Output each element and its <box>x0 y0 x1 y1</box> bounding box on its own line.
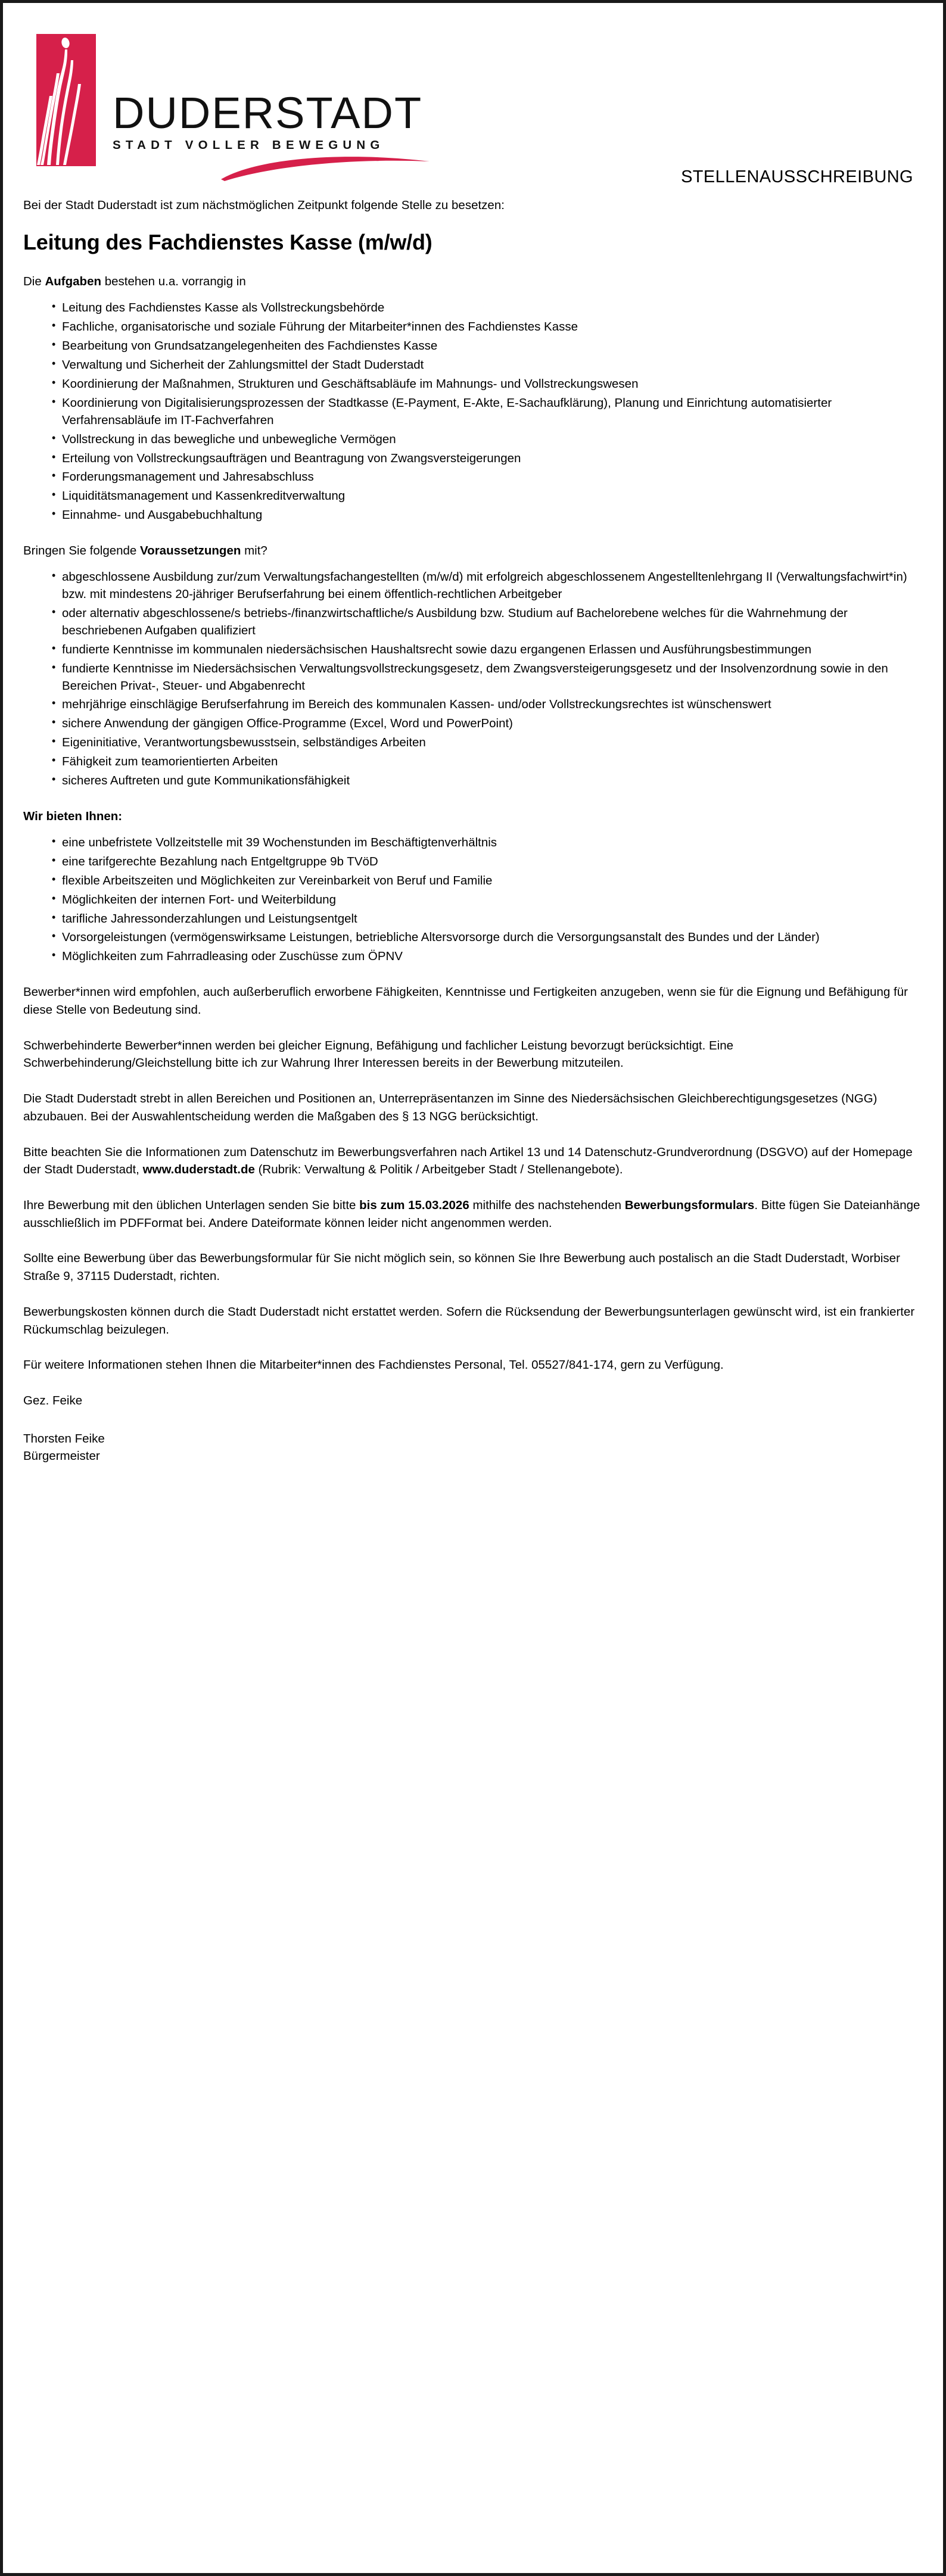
list-item: • sichere Anwendung der gängigen Office-Programme (Excel, Word und PowerPoint) <box>52 715 923 733</box>
requirements-intro-pre: Bringen Sie folgende <box>23 544 141 558</box>
list-item: • fundierte Kenntnisse im kommunalen niedersächsischen Haushaltsrecht sowie dazu ergangenen Erlassen und Ausführungsbestimmungen <box>52 641 923 659</box>
list-item: • Forderungsmanagement und Jahresabschluss <box>52 469 923 486</box>
tasks-intro-pre: Die <box>23 275 45 289</box>
offer-list <box>23 834 923 965</box>
list-item: • Liquiditätsmanagement und Kassenkreditverwaltung <box>52 488 923 505</box>
requirements-intro-keyword: Voraussetzungen <box>140 544 241 558</box>
list-item: • abgeschlossene Ausbildung zur/zum Verwaltungsfachangestellten (m/w/d) mit erfolgreich abgeschlossenem Angestelltenlehrgang II (Verwaltungsfachwirt*in) bzw. mit mindestens 20-jähriger Berufserfahrung bei einem öffentlich-rechtlichen Arbeitgeber <box>52 569 923 603</box>
list-item: • Koordinierung von Digitalisierungsprozessen der Stadtkasse (E-Payment, E-Akte, E-Sachaufklärung), Planung und Einrichtung automatisierter Verfahrensabläufe im IT-Fachverfahren <box>52 395 923 429</box>
page-title: Leitung des Fachdienstes Kasse (m/w/d) <box>23 230 432 255</box>
signature-name: Thorsten Feike <box>23 1431 105 1446</box>
requirements-intro-post: mit? <box>241 544 267 558</box>
list-item: • fundierte Kenntnisse im Niedersächsischen Verwaltungsvollstreckungsgesetz, dem Zwangsversteigerungsgesetz und der Insolvenzordnung sowie in den Bereichen Privat-, Steuer- und Abgabenrecht <box>52 661 923 695</box>
list-item: • Bearbeitung von Grundsatzangelegenheiten des Fachdienstes Kasse <box>52 338 923 355</box>
list-item: • eine tarifgerechte Bezahlung nach Entgeltgruppe 9b TVöD <box>52 854 923 871</box>
list-item: • Vollstreckung in das bewegliche und unbewegliche Vermögen <box>52 431 923 448</box>
signature-gez: Gez. Feike <box>23 1394 83 1408</box>
note-postal-address: Sollte eine Bewerbung über das Bewerbungsformular für Sie nicht möglich sein, so können Sie Ihre Bewerbung auch postalisch an die Stadt Duderstadt, Worbiser Straße 9, 37115 Duderstadt, richten. <box>23 1251 900 1284</box>
logo-wordmark <box>113 88 446 152</box>
page-inner <box>3 3 943 1513</box>
tasks-list <box>23 300 923 524</box>
list-item: • Fähigkeit zum teamorientierten Arbeiten <box>52 753 923 771</box>
note-privacy <box>23 1144 923 1179</box>
tasks-intro-post: bestehen u.a. vorrangig in <box>101 275 246 289</box>
note-application-costs: Bewerbungskosten können durch die Stadt Duderstadt nicht erstattet werden. Sofern die Rücksendung der Bewerbungsunterlagen gewünscht wird, ist ein frankierter Rückumschlag beizulegen. <box>23 1304 915 1337</box>
tasks-intro-keyword: Aufgaben <box>45 275 101 289</box>
signature-role: Bürgermeister <box>23 1449 100 1463</box>
list-item: • Verwaltung und Sicherheit der Zahlungsmittel der Stadt Duderstadt <box>52 357 923 374</box>
list-item: • oder alternativ abgeschlossene/s betriebs-/finanzwirtschaftliche/s Ausbildung bzw. Studium auf Bachelorebene welches für die Wahrnehmung der beschriebenen Aufgaben qualifiziert <box>52 605 923 640</box>
list-item: • sicheres Auftreten und gute Kommunikationsfähigkeit <box>52 773 923 790</box>
list-item: • mehrjährige einschlägige Berufserfahrung im Bereich des kommunalen Kassen- und/oder Vollstreckungsrechtes ist wünschenswert <box>52 696 923 714</box>
note-privacy-part1: Bitte beachten Sie die Informationen zum Datenschutz im Bewerbungsverfahren nach Artikel 13 und 14 Datenschutz-Grundverordnung (DSGVO) auf der Homepage der Stadt Duderstadt, <box>23 1145 913 1177</box>
list-item: • tarifliche Jahressonderzahlungen und Leistungsentgelt <box>52 911 923 928</box>
list-item: • Koordinierung der Maßnahmen, Strukturen und Geschäftsabläufe im Mahnungs- und Vollstreckungswesen <box>52 376 923 393</box>
duderstadt-emblem-icon <box>36 34 96 166</box>
list-item: • Vorsorgeleistungen (vermögenswirksame Leistungen, betriebliche Altersvorsorge durch die Versorgungsanstalt des Bundes und der Länder) <box>52 929 923 946</box>
list-item: • Leitung des Fachdienstes Kasse als Vollstreckungsbehörde <box>52 300 923 317</box>
list-item: • Möglichkeiten zum Fahrradleasing oder Zuschüsse zum ÖPNV <box>52 948 923 965</box>
website-link[interactable]: www.duderstadt.de <box>142 1163 255 1177</box>
note-deadline-part2: mithilfe des nachstehenden <box>469 1198 625 1212</box>
note-application-deadline <box>23 1197 923 1232</box>
requirements-list <box>23 569 923 790</box>
note-additional-skills: Bewerber*innen wird empfohlen, auch außerberuflich erworbene Fähigkeiten, Kenntnisse und Fertigkeiten anzugeben, wenn sie für die Eignung und Befähigung für diese Stelle von Bedeutung sind. <box>23 985 908 1017</box>
list-item: • eine unbefristete Vollzeitstelle mit 39 Wochenstunden im Beschäftigtenverhältnis <box>52 834 923 852</box>
note-deadline-part3: . Bitte fügen Sie Dateianhänge ausschließlich im PDFFormat bei. Andere Dateiformate können leider nicht angenommen werden. <box>23 1198 920 1230</box>
offer-heading <box>23 808 923 825</box>
list-item: • Möglichkeiten der internen Fort- und Weiterbildung <box>52 892 923 909</box>
note-privacy-part2: (Rubrik: Verwaltung & Politik / Arbeitgeber Stadt / Stellenangebote). <box>254 1163 623 1177</box>
list-item: • Einnahme- und Ausgabebuchhaltung <box>52 507 923 524</box>
logo-swoosh-icon <box>220 154 434 182</box>
document-kicker: STELLENAUSSCHREIBUNG <box>681 167 913 186</box>
note-equality: Die Stadt Duderstadt strebt in allen Bereichen und Positionen an, Unterrepräsentanzen im Sinne des Niedersächsischen Gleichberechtigungsgesetzes (NGG) abzubauen. Bei der Auswahlentscheidung werden die Maßgaben des § 13 NGG berücksichtigt. <box>23 1092 877 1123</box>
city-logo <box>23 16 923 166</box>
note-contact-info: Für weitere Informationen stehen Ihnen die Mitarbeiter*innen des Fachdienstes Personal, Tel. 05527/841-174, gern zu Verfügung. <box>23 1358 724 1372</box>
note-disability: Schwerbehinderte Bewerber*innen werden bei gleicher Eignung, Befähigung und fachlicher Leistung bevorzugt berücksichtigt. Eine Schwerbehinderung/Gleichstellung bitte ich zur Wahrung Ihrer Interessen bereits in der Bewerbung mitzuteilen. <box>23 1038 734 1070</box>
offer-heading-text: Wir bieten Ihnen: <box>23 809 123 823</box>
bottom-spacer <box>23 1465 923 1489</box>
note-deadline-part1: Ihre Bewerbung mit den üblichen Unterlagen senden Sie bitte <box>23 1198 360 1212</box>
list-item: • Fachliche, organisatorische und soziale Führung der Mitarbeiter*innen des Fachdienstes Kasse <box>52 319 923 336</box>
list-item: • flexible Arbeitszeiten und Möglichkeiten zur Vereinbarkeit von Beruf und Familie <box>52 873 923 890</box>
intro-sentence: Bei der Stadt Duderstadt ist zum nächstmöglichen Zeitpunkt folgende Stelle zu besetzen: <box>23 198 505 212</box>
list-item: • Eigeninitiative, Verantwortungsbewusstsein, selbständiges Arbeiten <box>52 734 923 752</box>
tasks-intro <box>23 273 923 290</box>
application-deadline-date: bis zum 15.03.2026 <box>359 1198 469 1212</box>
requirements-intro <box>23 542 923 559</box>
list-item: • Erteilung von Vollstreckungsaufträgen und Beantragung von Zwangsversteigerungen <box>52 450 923 468</box>
logo-city-name: DUDERSTADT <box>113 88 423 138</box>
application-form-reference: Bewerbungsformulars <box>624 1198 755 1212</box>
logo-tagline: STADT VOLLER BEWEGUNG <box>113 138 385 152</box>
